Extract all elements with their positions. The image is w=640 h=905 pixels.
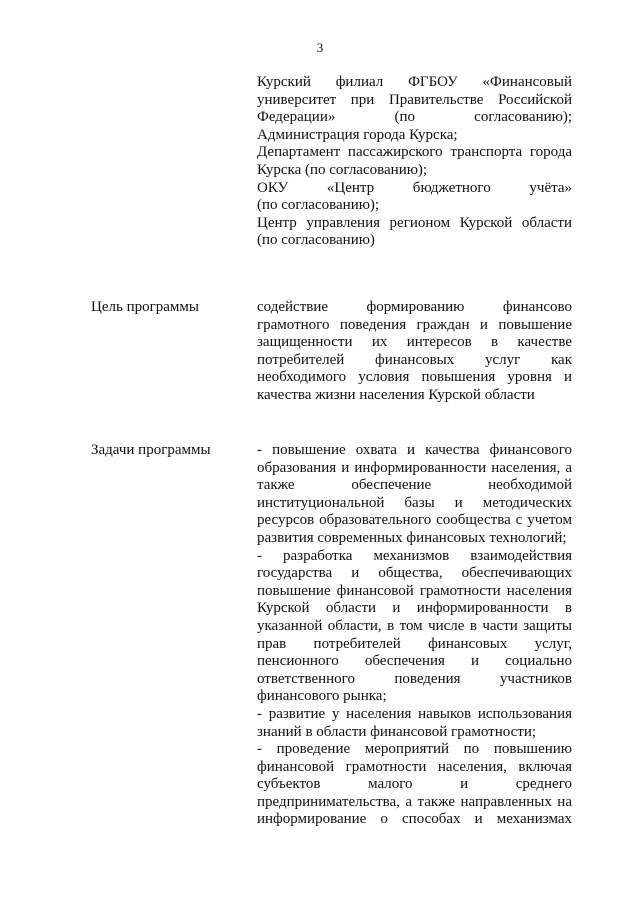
text-line: необходимого условия повышения уровня и (257, 369, 572, 386)
text-line: развития современных финансовых технологий; (257, 529, 567, 546)
text-line: информирование о способах и механизмах (257, 811, 572, 828)
text-line: государства и общества, обеспечивающих (257, 565, 572, 582)
text-line: субъектов малого и среднего (257, 776, 572, 793)
text-line: знаний в области финансовой грамотности; (257, 723, 537, 740)
text-line: Администрация города Курска; (257, 126, 458, 143)
participants-list (257, 74, 572, 250)
text-line: - повышение охвата и качества финансового (257, 442, 572, 458)
text-line: образования и информированности населения, а (257, 459, 572, 476)
text-line: институциональной базы и методических (257, 494, 572, 511)
text-line: потребителей финансовых услуг как (257, 351, 572, 368)
text-line: грамотного поведения граждан и повышение (257, 316, 572, 333)
text-line: - развитие у населения навыков использования (257, 705, 572, 722)
text-line: финансовой грамотности населения, включая (257, 758, 572, 775)
text-line: Департамент пассажирского транспорта города (257, 144, 572, 161)
text-line: пенсионного обеспечения и социально (257, 653, 572, 670)
goal-label: Цель программы (91, 299, 199, 315)
text-line: Курска (по согласованию); (257, 161, 428, 178)
text-line: финансового рынка; (257, 688, 387, 705)
tasks-label: Задачи программы (91, 442, 211, 458)
text-line: также обеспечение необходимой (257, 477, 572, 494)
text-line: Курской области и информированности в (257, 600, 572, 617)
text-line: защищенности их интересов в качестве (257, 334, 572, 351)
tasks-text (257, 442, 572, 829)
page-number: 3 (316, 40, 324, 55)
text-line: прав потребителей финансовых услуг, (257, 635, 572, 652)
text-line: содействие формированию финансово (257, 299, 572, 315)
text-line: - разработка механизмов взаимодействия (257, 547, 572, 564)
text-line: повышение финансовой грамотности населения (257, 582, 572, 599)
text-line: Федерации» (по согласованию); (257, 109, 572, 126)
text-line: качества жизни населения Курской области (257, 386, 535, 403)
text-line: (по согласованию); (257, 197, 380, 214)
text-line: (по согласованию) (257, 232, 375, 249)
text-line: университет при Правительстве Российской (257, 91, 572, 108)
text-line: указанной области, в том числе в части защиты (257, 617, 572, 634)
text-line: ресурсов образовательного сообщества с учетом (257, 512, 572, 529)
text-line: Центр управления регионом Курской области (257, 214, 572, 231)
text-line: Курский филиал ФГБОУ «Финансовый (257, 74, 572, 90)
text-line: - проведение мероприятий по повышению (257, 741, 572, 758)
text-line: предпринимательства, а также направленных на (257, 793, 572, 810)
text-line: ОКУ «Центр бюджетного учёта» (257, 179, 572, 196)
goal-text (257, 299, 572, 405)
text-line: ответственного поведения участников (257, 670, 572, 687)
